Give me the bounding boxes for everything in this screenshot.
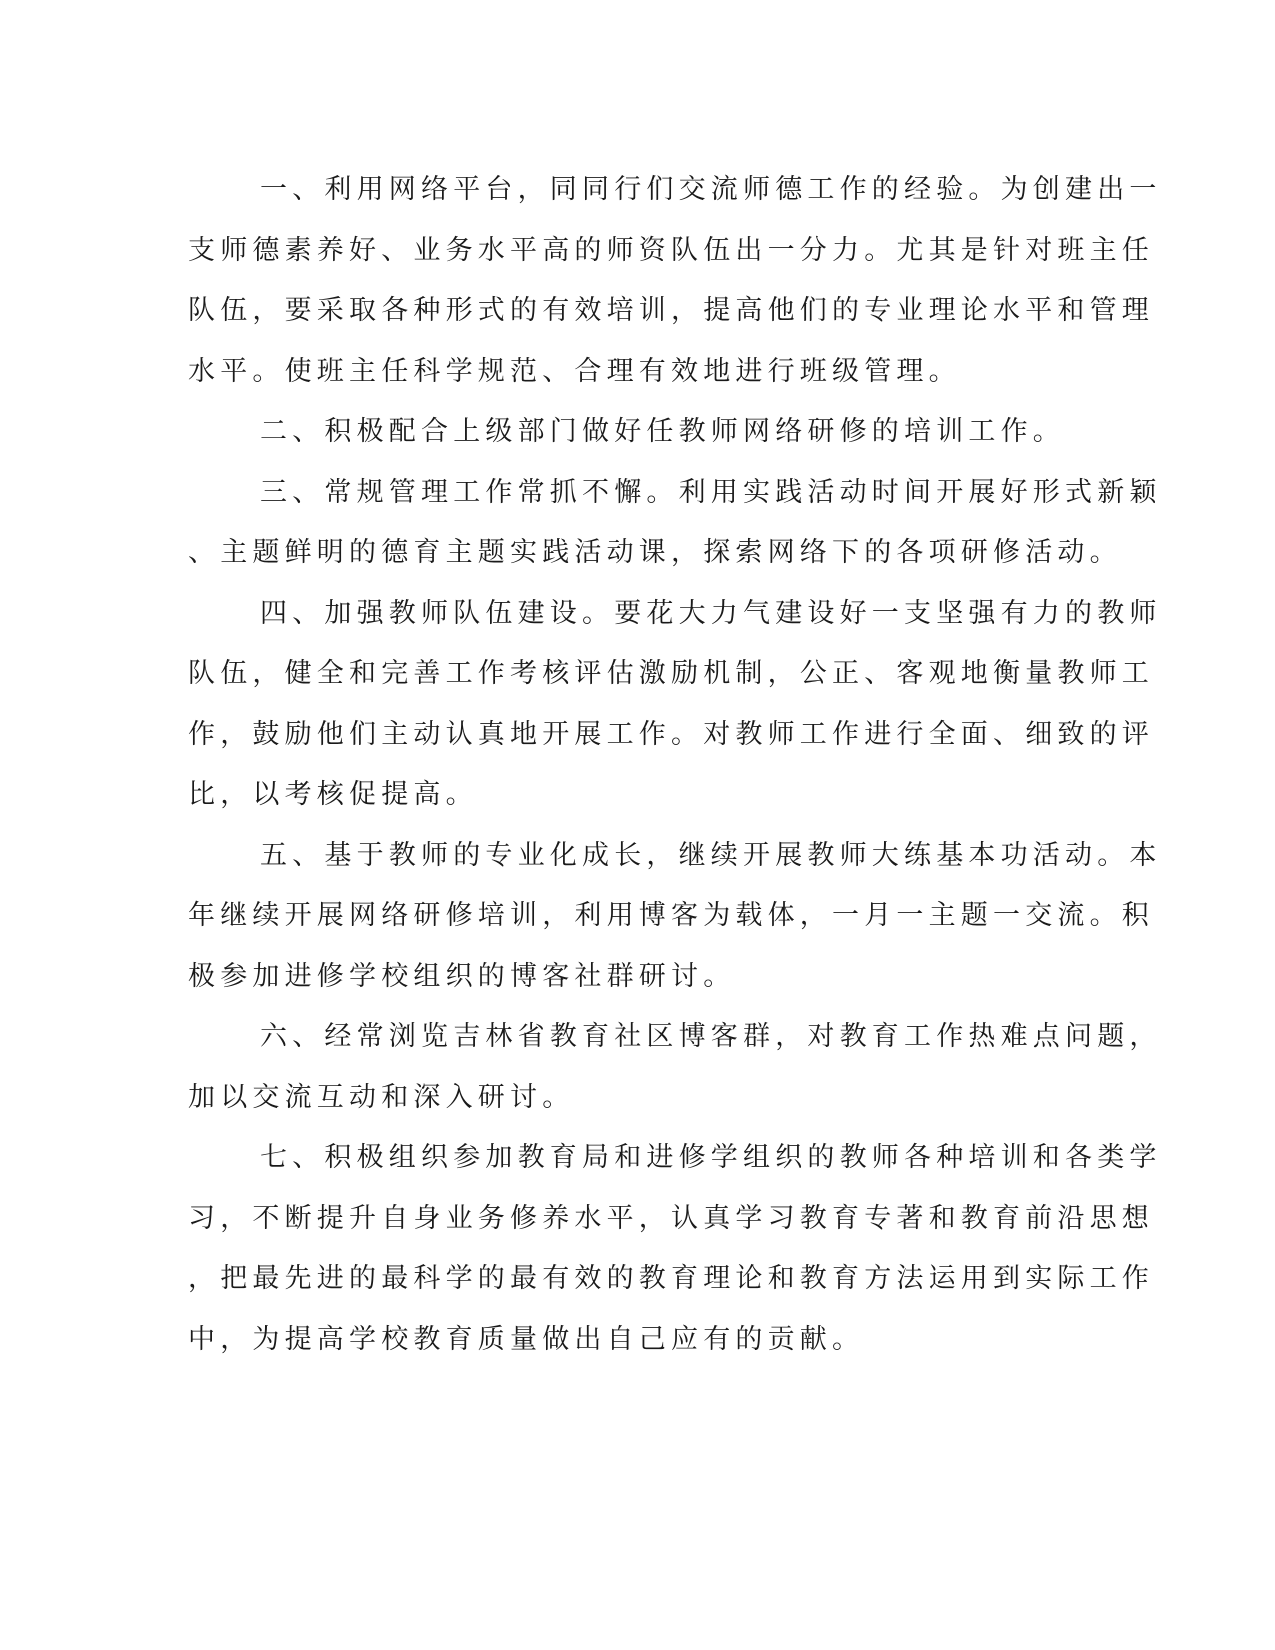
paragraph-line: ，把最先进的最科学的最有效的教育理论和教育方法运用到实际工作 [188,1263,1154,1294]
paragraph-line: 作，鼓励他们主动认真地开展工作。对教师工作进行全面、细致的评 [188,718,1154,750]
paragraph-line: 二、积极配合上级部门做好任教师网络研修的培训工作。 [260,416,1065,447]
paragraph-line: 六、经常浏览吉林省教育社区博客群，对教育工作热难点问题， [260,1021,1162,1052]
paragraph-line: 五、基于教师的专业化成长，继续开展教师大练基本功活动。本 [260,839,1162,871]
paragraph-6 [188,1007,1162,1128]
paragraph-4 [188,584,1162,826]
paragraph-2 [188,402,1068,463]
paragraph-line: 加以交流互动和深入研讨。 [188,1081,575,1113]
paragraph-7 [188,1128,1162,1370]
paragraph-line: 、主题鲜明的德育主题实践活动课，探索网络下的各项研修活动。 [188,537,1122,568]
paragraph-line: 七、积极组织参加教育局和进修学组织的教师各种培训和各类学 [260,1142,1162,1173]
paragraph-line: 三、常规管理工作常抓不懈。利用实践活动时间开展好形式新颖 [260,476,1162,508]
paragraph-line: 四、加强教师队伍建设。要花大力气建设好一支坚强有力的教师 [260,597,1162,629]
paragraph-line: 支师德素养好、业务水平高的师资队伍出一分力。尤其是针对班主任 [188,234,1154,266]
paragraph-line: 水平。使班主任科学规范、合理有效地进行班级管理。 [188,355,961,387]
paragraph-line: 比，以考核促提高。 [188,779,478,810]
paragraph-line: 中，为提高学校教育质量做出自己应有的贡献。 [188,1323,865,1355]
paragraph-3 [188,463,1162,584]
paragraph-line: 年继续开展网络研修培训，利用博客为载体，一月一主题一交流。积 [188,900,1154,931]
paragraph-line: 极参加进修学校组织的博客社群研讨。 [188,960,736,992]
document-body [188,160,1162,1370]
paragraph-line: 一、利用网络平台，同同行们交流师德工作的经验。为创建出一 [260,174,1162,205]
paragraph-line: 队伍，健全和完善工作考核评估激励机制，公正、客观地衡量教师工 [188,658,1154,689]
paragraph-1 [188,160,1162,402]
paragraph-line: 队伍，要采取各种形式的有效培训，提高他们的专业理论水平和管理 [188,295,1154,326]
paragraph-5 [188,826,1162,1008]
paragraph-line: 习，不断提升自身业务修养水平，认真学习教育专著和教育前沿思想 [188,1202,1154,1234]
